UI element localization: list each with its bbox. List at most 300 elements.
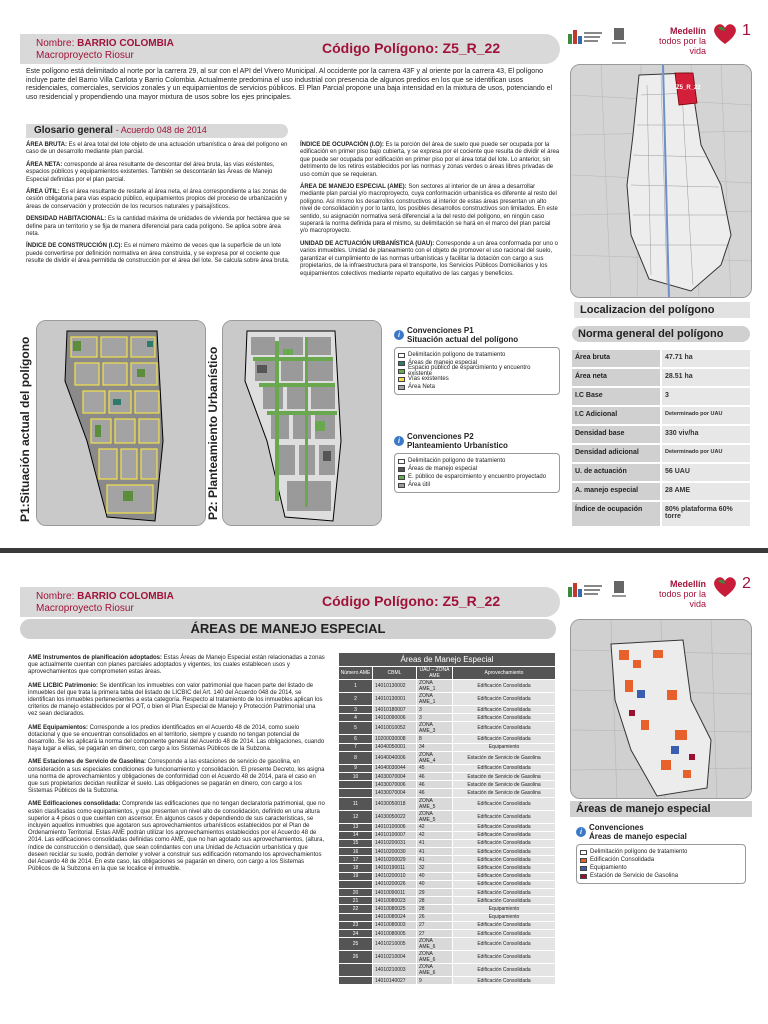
table-row bbox=[339, 864, 556, 872]
legend-swatch bbox=[398, 459, 405, 464]
table-cell: ZONA AME_5 bbox=[417, 797, 453, 810]
table-cell: 12 bbox=[339, 810, 373, 823]
glossary-entry bbox=[300, 142, 560, 179]
table-cell: 2 bbox=[339, 693, 373, 706]
table-header-cell: CBML bbox=[373, 667, 417, 680]
table-cell: 14010210005 bbox=[373, 938, 417, 951]
table-cell: Edificación Consolidada bbox=[453, 706, 556, 714]
norma-key: Área neta bbox=[572, 369, 660, 386]
norma-key: Índice de ocupación bbox=[572, 502, 660, 526]
p2-map bbox=[222, 320, 382, 526]
ame-table-header bbox=[339, 667, 556, 680]
table-cell: 3 bbox=[417, 706, 453, 714]
table-cell: 14010100006 bbox=[373, 823, 417, 831]
table-cell: 14040050001 bbox=[373, 743, 417, 751]
norma-value: 28 AME bbox=[662, 483, 750, 500]
table-cell: 14030070006 bbox=[373, 781, 417, 789]
table-cell: 28 bbox=[417, 905, 453, 913]
norma-value: 47.71 ha bbox=[662, 350, 750, 367]
table-cell: 14010130002 bbox=[373, 680, 417, 693]
glossary-term: AME Edificaciones consolidada: bbox=[28, 801, 121, 808]
table-cell: Edificación Consolidada bbox=[453, 831, 556, 839]
table-cell: 14 bbox=[339, 831, 373, 839]
legend-item bbox=[580, 856, 742, 864]
glossary-term: AME Equipamientos: bbox=[28, 724, 89, 731]
table-cell: 7 bbox=[339, 743, 373, 751]
glossary-definition: Es la cantidad máxima de unidades de vivienda por hectárea que se define para un territorio y se fija de manera diferencial para cada polígono. Se aplica sobre área neta. bbox=[26, 216, 290, 238]
table-cell: Edificación Consolidada bbox=[453, 938, 556, 951]
table-cell: Edificación Consolidada bbox=[453, 722, 556, 735]
table-cell: 9 bbox=[417, 977, 453, 985]
table-cell: 41 bbox=[417, 839, 453, 847]
table-cell: 14010200031 bbox=[373, 839, 417, 847]
legend-item bbox=[398, 465, 556, 473]
glossary-definition: Es el área total del lote objeto de una actuación urbanística o área del polígono en caso de un desarrollo mediante plan parcial. bbox=[26, 142, 288, 156]
glosario-right-column bbox=[300, 142, 560, 283]
table-cell: 14040030044 bbox=[373, 764, 417, 772]
glossary-term: UNIDAD DE ACTUACIÓN URBANÍSTICA (UAU): bbox=[300, 240, 435, 247]
table-cell: 45 bbox=[417, 764, 453, 772]
ame-map bbox=[570, 619, 752, 799]
table-cell: ZONA AME_6 bbox=[417, 951, 453, 964]
table-row bbox=[339, 848, 556, 856]
ame-table bbox=[338, 652, 556, 985]
table-cell: 14010190011 bbox=[373, 864, 417, 872]
legend-label: E. público de esparcimiento y encuentro proyectado bbox=[408, 474, 547, 480]
norma-key: I.C Base bbox=[572, 388, 660, 405]
localizacion-caption: Localizacion del polígono bbox=[574, 302, 750, 318]
legend-item bbox=[580, 872, 742, 880]
glossary-definition: Comprende las edificaciones que no tengan declaratoria patrimonial, que no estén clasificadas como equipamientos, y que presenten un nivel alto de consolidación, definido en una altura superior a 4 pisos o que cuenten con ascensor. En algunos casos y dependiendo de sus características, se incluyen aquellos inmuebles que agotaron sus aprovechamientos urbanísticos establecidos por el Plan de Ordenamiento Territorial. Estas AME podrán utilizar los aprovechamientos establecidos por el Acuerdo 48 de 2014. Las edificaciones consolidadas definidas como AME, que no han agotado sus aprovechamientos, (altura, índice de construcción o densidad), que sean colindantes con una Unidad de Actuación urbanística y que deseen reciclar su suelo, podrán demoler y volver a construir sus edificación retomando los aprovechamientos del Acuerdo 48 de 2014. En este caso, las obligaciones se pagarán en dinero, con cargo a los Sistemas Públicos de la Subzona en la que se localice el inmueble. bbox=[28, 801, 325, 873]
glossary-definition: Corresponde a las estaciones de servicio de gasolina, en consideración a sus especiales condiciones de funcionamiento y consolidación. El presente Decreto, les asigna una norma de aprovechamientos y obligaciones de conformidad con el Acuerdo 48 de 2014, para el caso en que sus propietarios decidan reutilizar el suelo. Las obligaciones se pagarán en dinero, con cargo a los Sistemas Públicos de la Subzona. bbox=[28, 759, 325, 795]
glossary-definition: corresponde al área resultante de descontar del área bruta, las vías existentes, espacios públicos y equipamientos existentes. También se descontarán las Áreas de Manejo Especial definidas por el plan parcial. bbox=[26, 161, 275, 183]
table-cell bbox=[339, 913, 373, 921]
polygon-code: Código Polígono: Z5_R_22 bbox=[322, 40, 501, 56]
table-cell: 4 bbox=[339, 714, 373, 722]
norma-value: 28.51 ha bbox=[662, 369, 750, 386]
page-number: 2 bbox=[742, 575, 751, 592]
table-cell: 14030050022 bbox=[373, 810, 417, 823]
glossary-entry bbox=[26, 162, 292, 184]
polygon-code: Código Polígono: Z5_R_22 bbox=[322, 593, 501, 609]
table-cell: 3 bbox=[339, 706, 373, 714]
p1-map bbox=[36, 320, 206, 526]
table-cell: 27 bbox=[417, 921, 453, 929]
glossary-term: AME Estaciones de Servicio de Gasolina: bbox=[28, 759, 147, 766]
glossary-entry bbox=[300, 184, 560, 236]
table-row bbox=[339, 921, 556, 929]
table-header-cell: Número AME bbox=[339, 667, 373, 680]
table-row bbox=[339, 764, 556, 772]
table-cell: 46 bbox=[417, 781, 453, 789]
norma-key: Densidad base bbox=[572, 426, 660, 443]
glossary-term: ÁREA DE MANEJO ESPECIAL (AME): bbox=[300, 184, 407, 191]
table-cell: 14010080024 bbox=[373, 913, 417, 921]
legend-label: Estación de Servicio de Gasolina bbox=[590, 873, 679, 879]
table-row bbox=[339, 977, 556, 985]
norma-row bbox=[572, 464, 750, 481]
norma-row bbox=[572, 369, 750, 386]
legend-label: Delimitación polígono de tratamiento bbox=[408, 352, 506, 358]
table-cell: 11 bbox=[339, 797, 373, 810]
table-cell: 17 bbox=[339, 856, 373, 864]
table-row bbox=[339, 839, 556, 847]
glossary-definition: Son sectores al interior de un área a desarrollar mediante plan parcial y/o macroproyecto, cuya conformación urbanística es diferente al resto del polígono. Así mismo los desarrollos constructivos al interior de estas áreas presentan un alto nivel de consolidación y por lo tanto, los posibles desarrollos constructivos son limitados. En este sentido, su asignación normativa será diferencial a la del resto del polígono, en ningún caso superará la norma definida para el mismo, su delimitación se hará en el marco del plan parcial y/o macroproyecto. bbox=[300, 184, 558, 235]
table-cell: Equipamiento bbox=[453, 743, 556, 751]
planning-dept-logo bbox=[568, 26, 604, 48]
table-cell: 25 bbox=[339, 938, 373, 951]
table-cell: Edificación Consolidada bbox=[453, 977, 556, 985]
table-cell: 14010200010 bbox=[373, 872, 417, 880]
barrio-name: Nombre: BARRIO COLOMBIA bbox=[36, 591, 174, 602]
header-bar bbox=[20, 34, 560, 64]
table-row bbox=[339, 810, 556, 823]
legend-item bbox=[580, 848, 742, 856]
table-cell: Edificación Consolidada bbox=[453, 810, 556, 823]
table-cell: 14010010052 bbox=[373, 722, 417, 735]
table-row bbox=[339, 831, 556, 839]
table-cell: 14010080025 bbox=[373, 905, 417, 913]
glossary-entry bbox=[28, 801, 326, 873]
table-cell: ZONA AME_4 bbox=[417, 751, 453, 764]
table-cell: 32 bbox=[417, 864, 453, 872]
convenciones-ame-legend bbox=[576, 844, 746, 884]
table-cell: 26 bbox=[417, 913, 453, 921]
legend-swatch bbox=[580, 866, 587, 871]
convenciones-p2-legend bbox=[394, 453, 560, 493]
table-cell: 14010080023 bbox=[373, 897, 417, 905]
glossary-entry bbox=[28, 725, 326, 754]
glossary-term: ÁREA BRUTA: bbox=[26, 142, 67, 148]
p1-label: P1:Situación actual del polígono bbox=[18, 336, 32, 522]
table-cell: 42 bbox=[417, 831, 453, 839]
table-cell: 8 bbox=[417, 735, 453, 743]
ame-title: ÁREAS DE MANEJO ESPECIAL bbox=[20, 619, 556, 639]
table-row bbox=[339, 781, 556, 789]
table-row bbox=[339, 929, 556, 937]
table-cell: 14010210003 bbox=[373, 964, 417, 977]
glossary-definition: Es la porción del área de suelo que puede ser ocupada por la edificación en primer piso bajo cubierta, y se expresa por el cociente que resulta de dividir el área que puede ser ocupada por edificación en primer piso por el área total del lote. Lo anterior, sin detrimento de los retiros establecidos por las normas y zonas verdes o áreas libres privadas de uso común que se requieran. bbox=[300, 142, 560, 178]
table-cell: 26 bbox=[339, 951, 373, 964]
legend-item bbox=[580, 864, 742, 872]
table-cell: 34 bbox=[417, 743, 453, 751]
table-row bbox=[339, 680, 556, 693]
legend-swatch bbox=[398, 369, 405, 374]
ame-map-caption: Áreas de manejo especial bbox=[570, 801, 752, 817]
table-cell: 14010200029 bbox=[373, 856, 417, 864]
table-cell bbox=[339, 789, 373, 797]
p1-map-graphic bbox=[37, 321, 206, 526]
legend-label: Delimitación polígono de tratamiento bbox=[590, 849, 688, 855]
table-cell: 14030070004 bbox=[373, 789, 417, 797]
table-cell: Edificación Consolidada bbox=[453, 764, 556, 772]
table-cell bbox=[339, 781, 373, 789]
norma-row bbox=[572, 407, 750, 424]
norma-key: A. manejo especial bbox=[572, 483, 660, 500]
legend-label: Áreas de manejo especial bbox=[408, 466, 478, 472]
table-cell: 14010200030 bbox=[373, 848, 417, 856]
table-cell: 14010130001 bbox=[373, 693, 417, 706]
table-cell: Equipamiento bbox=[453, 905, 556, 913]
glossary-entry bbox=[26, 216, 292, 238]
table-cell: Edificación Consolidada bbox=[453, 714, 556, 722]
table-cell: 23 bbox=[339, 921, 373, 929]
table-cell: 24 bbox=[339, 929, 373, 937]
table-cell: Edificación Consolidada bbox=[453, 880, 556, 888]
table-row bbox=[339, 880, 556, 888]
info-icon: i bbox=[394, 436, 404, 446]
table-cell: Estación de Servicio de Gasolina bbox=[453, 781, 556, 789]
table-cell: 18 bbox=[339, 864, 373, 872]
map-polygon-tag: Z5_R_22 bbox=[676, 85, 701, 91]
legend-item bbox=[398, 481, 556, 489]
norma-row bbox=[572, 350, 750, 367]
page-number: 1 bbox=[742, 22, 751, 39]
legend-swatch bbox=[580, 850, 587, 855]
location-map bbox=[570, 64, 752, 298]
page-2 bbox=[0, 553, 768, 1024]
norma-key: Densidad adicional bbox=[572, 445, 660, 462]
table-row bbox=[339, 951, 556, 964]
table-cell: 41 bbox=[417, 856, 453, 864]
p2-label: P2: Planteamiento Urbanístico bbox=[206, 346, 220, 520]
legend-item bbox=[398, 351, 556, 359]
table-cell: 14010200026 bbox=[373, 880, 417, 888]
ame-description bbox=[28, 655, 326, 879]
norma-row bbox=[572, 388, 750, 405]
table-cell: 21 bbox=[339, 897, 373, 905]
table-row bbox=[339, 823, 556, 831]
table-cell: 14030050018 bbox=[373, 797, 417, 810]
convenciones-p2: i Convenciones P2 Planteamiento Urbanístico Delimitación polígono de tratamiento Áreas de manejo especial E. público de esparcimiento y encuentro proyectado Área útil bbox=[394, 432, 560, 493]
legend-label: Área Neta bbox=[408, 384, 436, 390]
glossary-entry bbox=[28, 683, 326, 719]
glossary-term: AME Instrumentos de planificación adoptados: bbox=[28, 655, 163, 661]
glossary-entry bbox=[26, 243, 292, 265]
table-cell: Edificación Consolidada bbox=[453, 856, 556, 864]
table-cell: 27 bbox=[417, 929, 453, 937]
glossary-term: ÍNDICE DE OCUPACIÓN (I.O): bbox=[300, 142, 384, 148]
table-cell: 14010210004 bbox=[373, 951, 417, 964]
norma-row bbox=[572, 445, 750, 462]
legend-swatch bbox=[580, 874, 587, 879]
table-row bbox=[339, 897, 556, 905]
legend-label: Vías existentes bbox=[408, 376, 449, 382]
table-cell: 40 bbox=[417, 880, 453, 888]
glossary-entry bbox=[300, 241, 560, 278]
convenciones-p1: i Convenciones P1 Situación actual del polígono Delimitación polígono de tratamiento Áreas de manejo especial Espacio público de esparcimiento y encuentro existente Vías existentes Área Neta bbox=[394, 326, 560, 395]
table-cell: Edificación Consolidada bbox=[453, 921, 556, 929]
table-row bbox=[339, 797, 556, 810]
table-row bbox=[339, 722, 556, 735]
table-cell bbox=[339, 977, 373, 985]
legend-swatch bbox=[398, 483, 405, 488]
table-cell: Edificación Consolidada bbox=[453, 839, 556, 847]
table-cell: 42 bbox=[417, 823, 453, 831]
table-row bbox=[339, 693, 556, 706]
norma-value: 80% plataforma 60% torre bbox=[662, 502, 750, 526]
table-cell: 14010090006 bbox=[373, 714, 417, 722]
table-cell: Estación de Servicio de Gasolina bbox=[453, 772, 556, 780]
table-cell: ZONA AME_6 bbox=[417, 964, 453, 977]
table-cell: Edificación Consolidada bbox=[453, 897, 556, 905]
norma-row bbox=[572, 426, 750, 443]
table-cell: Estación de Servicio de Gasolina bbox=[453, 751, 556, 764]
table-cell: 46 bbox=[417, 789, 453, 797]
glosario-header: Glosario general - Acuerdo 048 de 2014 bbox=[26, 124, 288, 138]
table-cell: 14010090011 bbox=[373, 889, 417, 897]
barrio-name: Nombre: BARRIO COLOMBIA bbox=[36, 38, 174, 49]
legend-label: Espacio público de esparcimiento y encuentro existente bbox=[408, 365, 531, 377]
norma-title: Norma general del polígono bbox=[572, 326, 750, 342]
table-cell: 14040040006 bbox=[373, 751, 417, 764]
table-cell: 16 bbox=[339, 848, 373, 856]
medellin-logo-text: Medellín todos por la vida bbox=[658, 579, 706, 609]
table-cell: 3 bbox=[417, 714, 453, 722]
legend-swatch bbox=[398, 385, 405, 390]
glossary-term: ÍNDICE DE CONSTRUCCIÓN (I.C): bbox=[26, 243, 123, 250]
table-cell: ZONA AME_5 bbox=[417, 810, 453, 823]
table-cell: Edificación Consolidada bbox=[453, 889, 556, 897]
legend-swatch bbox=[398, 475, 405, 480]
legend-item bbox=[398, 473, 556, 481]
legend-label: Edificación Consolidada bbox=[590, 857, 655, 863]
table-cell: 41 bbox=[417, 848, 453, 856]
table-cell: 28 bbox=[417, 897, 453, 905]
legend-swatch bbox=[398, 467, 405, 472]
table-cell: 14010080003 bbox=[373, 921, 417, 929]
ame-table-title: Áreas de Manejo Especial bbox=[339, 653, 556, 667]
glossary-definition: Es el número máximo de veces que la superficie de un lote puede convertirse por definición normativa en área construida, y se expresa por el cociente que resulte de dividir el área permitida de construcción por el área del lote. Se calcula sobre área bruta. bbox=[26, 243, 290, 265]
table-row bbox=[339, 856, 556, 864]
glossary-definition: Estas Áreas de Manejo Especial están relacionadas a zonas que actualmente cuentan con planes parciales adoptados y vigentes, los cuales establecen usos y aprovechamientos que comprometen estas áreas. bbox=[28, 655, 325, 676]
glossary-term: ÁREA ÚTIL: bbox=[26, 189, 60, 196]
legend-swatch bbox=[398, 377, 405, 382]
legend-item bbox=[398, 383, 556, 391]
legend-label: Delimitación polígono de tratamiento bbox=[408, 458, 506, 464]
table-cell bbox=[339, 880, 373, 888]
table-cell: 10200030008 bbox=[373, 735, 417, 743]
macroproyecto: Macroproyecto Riosur bbox=[36, 603, 134, 614]
norma-value: 56 UAU bbox=[662, 464, 750, 481]
legend-label: Equipamiento bbox=[590, 865, 627, 871]
norma-row bbox=[572, 502, 750, 526]
table-cell: Edificación Consolidada bbox=[453, 964, 556, 977]
table-cell: 13 bbox=[339, 823, 373, 831]
table-cell: 19 bbox=[339, 872, 373, 880]
city-seal-logo bbox=[612, 26, 626, 48]
city-seal-logo bbox=[612, 579, 626, 601]
table-cell bbox=[339, 964, 373, 977]
p2-map-graphic bbox=[223, 321, 382, 526]
table-cell: Edificación Consolidada bbox=[453, 823, 556, 831]
table-row bbox=[339, 772, 556, 780]
glossary-definition: Se identifican los inmuebles con valor patrimonial que hacen parte del listado de inmuebles del que trata la primera tabla del listado de LICBIC del Art. 140 del Acuerdo 048 de 2014, se identifican los inmuebles pertenecientes a esta categoría. Respecto al tratamiento de los inmuebles aplican los criterios de manejo establecidos por el POT, o bien el Plan Especial de Manejo y Protección Patrimonial una vez sean declarados. bbox=[28, 682, 323, 718]
table-cell: Edificación Consolidada bbox=[453, 735, 556, 743]
table-cell: 8 bbox=[339, 751, 373, 764]
table-cell: 1 bbox=[339, 680, 373, 693]
table-cell: Estación de Servicio de Gasolina bbox=[453, 789, 556, 797]
heart-logo bbox=[712, 575, 738, 599]
table-row bbox=[339, 905, 556, 913]
ame-map-graphic bbox=[571, 620, 752, 799]
table-cell: 5 bbox=[339, 722, 373, 735]
table-row bbox=[339, 751, 556, 764]
glossary-term: ÁREA NETA: bbox=[26, 161, 63, 168]
table-row bbox=[339, 706, 556, 714]
norma-value: 330 viv/ha bbox=[662, 426, 750, 443]
norma-key: U. de actuación bbox=[572, 464, 660, 481]
table-cell: 40 bbox=[417, 872, 453, 880]
table-cell: 46 bbox=[417, 772, 453, 780]
table-cell: 6 bbox=[339, 735, 373, 743]
convenciones-ame: i Convenciones Áreas de manejo especial Delimitación polígono de tratamiento Edificación Consolidada Equipamiento Estación de Servicio de Gasolina bbox=[576, 823, 746, 884]
table-cell: Edificación Consolidada bbox=[453, 864, 556, 872]
table-row bbox=[339, 735, 556, 743]
table-cell: 20 bbox=[339, 889, 373, 897]
legend-label: Áreas de manejo especial bbox=[408, 360, 478, 366]
glossary-term: DENSIDAD HABITACIONAL: bbox=[26, 216, 107, 223]
norma-value: Determinado por UAU bbox=[662, 445, 750, 462]
glosario-left-column bbox=[26, 142, 292, 271]
table-cell: Edificación Consolidada bbox=[453, 680, 556, 693]
table-cell: Edificación Consolidada bbox=[453, 872, 556, 880]
table-cell: 29 bbox=[417, 889, 453, 897]
info-icon: i bbox=[394, 330, 404, 340]
table-cell: 15 bbox=[339, 839, 373, 847]
macroproyecto: Macroproyecto Riosur bbox=[36, 50, 134, 61]
table-row bbox=[339, 743, 556, 751]
table-cell: 14010140027 bbox=[373, 977, 417, 985]
logos bbox=[568, 22, 758, 56]
convenciones-p1-legend bbox=[394, 347, 560, 395]
glossary-definition: Corresponde a los predios identificados en el Acuerdo 48 de 2014, como suelo dotacional y que se encuentran consolidados en el territorio, siempre y cuando no tengan potencial de desarrollo. Se les aplicará la norma del componente general del Acuerdo 48 de 2014. Las obligaciones, cuando haya lugar a ellas, se pagarán en dinero, con cargo a los Sistemas Públicos de la Subzona. bbox=[28, 724, 325, 753]
legend-swatch bbox=[580, 858, 587, 863]
table-row bbox=[339, 889, 556, 897]
table-cell: Edificación Consolidada bbox=[453, 929, 556, 937]
table-cell: 10 bbox=[339, 772, 373, 780]
legend-label: Área útil bbox=[408, 482, 431, 488]
table-cell: ZONA AME_1 bbox=[417, 680, 453, 693]
table-cell: 14010180007 bbox=[373, 706, 417, 714]
table-row bbox=[339, 938, 556, 951]
glossary-term: AME LICBIC Patrimonio: bbox=[28, 682, 98, 689]
legend-item bbox=[398, 367, 556, 375]
norma-value: Determinado por UAU bbox=[662, 407, 750, 424]
table-row bbox=[339, 913, 556, 921]
header-bar bbox=[20, 587, 560, 617]
intro-text: Este polígono está delimitado al norte por la carrera 29, al sur con el API del Vivero Municipal. Al occidente por la carrera 43F y al oriente por la carrera 43, El polígono incluye parte del Barrio Villa Carlota y Barrio Colombia. Actualmente predomina el uso industrial con presencia de algunos predios en los que se identifican usos residenciales, comerciales, servicios zonales y un equipamientos de servicios públicos. El Plan Parcial propone una baja intensidad en la mixtura de usos, potenciando el uso residencial y propendiendo una mayor mixtura de usos sobre los ejes principales. bbox=[26, 68, 553, 101]
table-cell: Edificación Consolidada bbox=[453, 951, 556, 964]
glossary-entry bbox=[26, 189, 292, 211]
glossary-definition: Corresponde a un área conformada por uno o varios inmuebles. Unidad de planeamiento con el objeto de promover el uso racional del suelo, garantizar el cumplimiento de las normas urbanísticas y facilitar la dotación con cargo a sus propietarios, de la infraestructura para el transporte, los Servicios Públicos Domiciliarios y los equipamientos colectivos mediante reparto equitativo de las cargas y beneficios. bbox=[300, 240, 558, 277]
norma-key: I.C Adicional bbox=[572, 407, 660, 424]
legend-swatch bbox=[398, 353, 405, 358]
medellin-logo-text: Medellín todos por la vida bbox=[658, 26, 706, 56]
glossary-entry bbox=[28, 655, 326, 677]
glossary-definition: Es el área resultante de restarle al área neta, el área correspondiente a las zonas de cesión obligatoria para vías espacio público, equipamientos propios del proceso de urbanización y áreas de conservación y protección de los recursos naturales y paisajísticos. bbox=[26, 189, 288, 210]
table-row bbox=[339, 964, 556, 977]
table-header-cell: Aprovechamiento bbox=[453, 667, 556, 680]
table-cell: 9 bbox=[339, 764, 373, 772]
glossary-entry bbox=[26, 142, 292, 157]
table-cell: 14030070004 bbox=[373, 772, 417, 780]
table-cell: 14010100007 bbox=[373, 831, 417, 839]
table-row bbox=[339, 872, 556, 880]
table-cell: 14010080005 bbox=[373, 929, 417, 937]
heart-logo bbox=[712, 22, 738, 46]
norma-row bbox=[572, 483, 750, 500]
